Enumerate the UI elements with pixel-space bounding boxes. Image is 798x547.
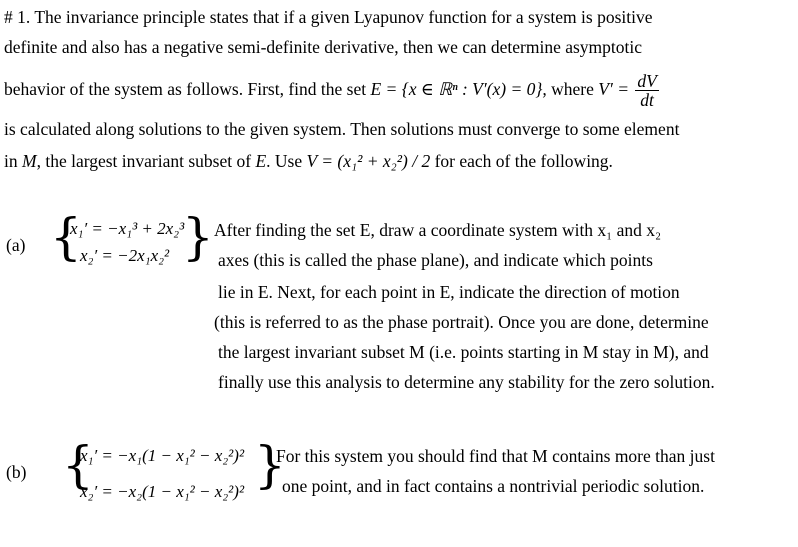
problem-text-5b: , the largest invariant subset of bbox=[36, 151, 256, 171]
part-a-desc-6: finally use this analysis to determine any stability for the zero solution. bbox=[218, 372, 715, 392]
problem-line-4: is calculated along solutions to the given system. Then solutions must converge to some element bbox=[4, 119, 680, 139]
part-b-right-brace: } bbox=[254, 436, 286, 494]
part-a-equation-2: x₂′ = −2x₁x₂² bbox=[80, 246, 170, 265]
set-m: M bbox=[22, 151, 37, 171]
part-a-equation-1: x₁′ = −x₁³ + 2x₂³ bbox=[70, 219, 185, 238]
problem-text-5c: . Use bbox=[266, 151, 307, 171]
part-a-desc-4: (this is referred to as the phase portrait). Once you are done, determine bbox=[214, 312, 709, 332]
problem-number: # 1. bbox=[4, 7, 31, 27]
part-a-right-brace: } bbox=[182, 208, 214, 266]
set-expression: E = {x ∈ ℝⁿ : V′(x) = 0}, bbox=[370, 79, 547, 99]
part-b-equation-1: x₁′ = −x₁(1 − x₁² − x₂²)² bbox=[80, 446, 245, 465]
part-b-label: (b) bbox=[6, 462, 27, 482]
part-a-left-brace: { bbox=[50, 208, 82, 266]
dv-dt-fraction bbox=[635, 72, 658, 109]
problem-text-3a: behavior of the system as follows. First, find the set bbox=[4, 79, 371, 99]
part-a-desc-2: axes (this is called the phase plane), and indicate which points bbox=[218, 250, 653, 270]
set-e: E bbox=[255, 151, 267, 171]
part-a-desc-5: the largest invariant subset M (i.e. points starting in M stay in M), and bbox=[218, 342, 709, 362]
part-b-equation-2: x₂′ = −x₂(1 − x₁² − x₂²)² bbox=[80, 482, 245, 501]
part-b-desc-2: one point, and in fact contains a nontrivial periodic solution. bbox=[282, 476, 705, 496]
v-prime: V′ = bbox=[598, 79, 629, 99]
lyapunov-definition: V = (x₁² + x₂²) / 2 bbox=[306, 151, 431, 171]
problem-text-3b: where bbox=[546, 79, 599, 99]
problem-text-5d: for each of the following. bbox=[430, 151, 613, 171]
fraction-numerator: dV bbox=[637, 71, 657, 92]
part-b-desc-1: For this system you should find that M contains more than just bbox=[276, 446, 715, 466]
problem-line-2: definite and also has a negative semi-definite derivative, then we can determine asymptotic bbox=[4, 37, 643, 57]
part-a-desc-3: lie in E. Next, for each point in E, indicate the direction of motion bbox=[218, 282, 680, 302]
problem-line-5 bbox=[4, 150, 613, 172]
part-a-label: (a) bbox=[6, 235, 26, 255]
fraction-denominator: dt bbox=[640, 90, 654, 111]
problem-text-1: The invariance principle states that if a given Lyapunov function for a system is positive bbox=[34, 7, 653, 27]
problem-line-1 bbox=[4, 6, 652, 28]
problem-line-3 bbox=[4, 70, 661, 111]
part-a-desc-1: After finding the set E, draw a coordinate system with x₁ and x₂ bbox=[214, 220, 662, 240]
part-b-left-brace: { bbox=[62, 436, 94, 494]
problem-text-5a: in bbox=[4, 151, 22, 171]
